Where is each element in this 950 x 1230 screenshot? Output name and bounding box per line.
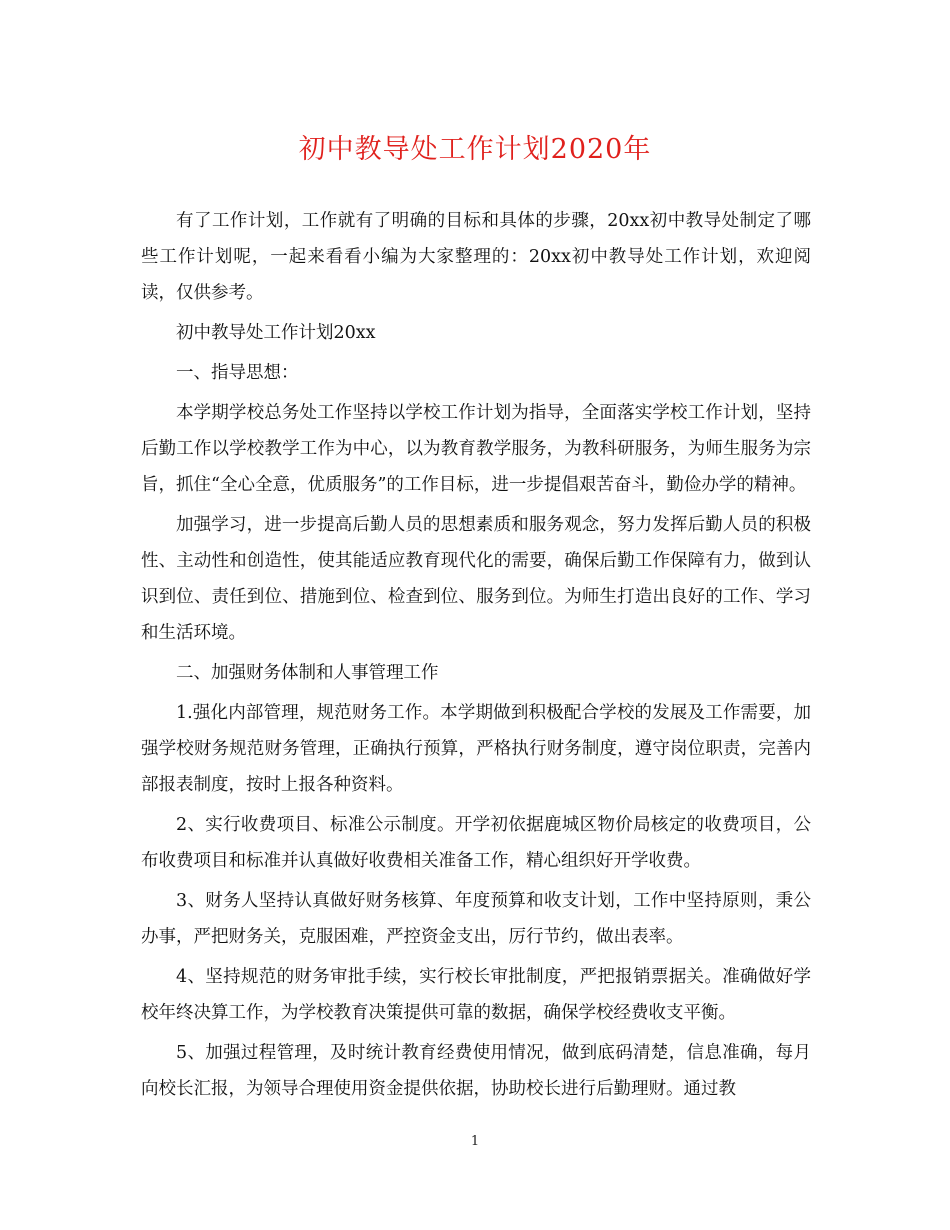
paragraph-item-5: 5、加强过程管理，及时统计教育经费使用情况，做到底码清楚，信息准确，每月向校长汇报，为领导合理使用资金提供依据，协助校长进行后勤理财。通过教: [141, 1043, 811, 1099]
paragraph-subtitle: 初中教导处工作计划20xx: [176, 323, 376, 343]
paragraph-guiding-ideas: 本学期学校总务处工作坚持以学校工作计划为指导，全面落实学校工作计划，坚持后勤工作以学校教学工作为中心，以为教育教学服务，为教科研服务，为师生服务为宗旨，抓住“全心全意，优质服务”的工作目标，进一步提倡艰苦奋斗，勤俭办学的精神。: [141, 403, 811, 495]
paragraph-item-3: 3、财务人坚持认真做好财务核算、年度预算和收支计划，工作中坚持原则，秉公办事，严把财务关，克服困难，严控资金支出，厉行节约，做出表率。: [141, 891, 811, 947]
paragraph-strengthen-learning: 加强学习，进一步提高后勤人员的思想素质和服务观念，努力发挥后勤人员的积极性、主动性和创造性，使其能适应教育现代化的需要，确保后勤工作保障有力，做到认识到位、责任到位、措施到位、检查到位、服务到位。为师生打造出良好的工作、学习和生活环境。: [141, 515, 811, 643]
paragraph-item-2: 2、实行收费项目、标准公示制度。开学初依据鹿城区物价局核定的收费项目，公布收费项目和标准并认真做好收费相关准备工作，精心组织好开学收费。: [141, 815, 811, 871]
section-heading-finance-personnel: 二、加强财务体制和人事管理工作: [176, 663, 439, 683]
page-number: 1: [470, 1134, 480, 1149]
paragraph-item-4: 4、坚持规范的财务审批手续，实行校长审批制度，严把报销票据关。准确做好学校年终决算工作，为学校教育决策提供可靠的数据，确保学校经费收支平衡。: [141, 967, 811, 1023]
document-title: 初中教导处工作计划2020年: [298, 134, 652, 165]
paragraph-item-1: 1.强化内部管理，规范财务工作。本学期做到积极配合学校的发展及工作需要，加强学校财务规范财务管理，正确执行预算，严格执行财务制度，遵守岗位职责，完善内部报表制度，按时上报各种资料。: [141, 703, 811, 795]
section-heading-guiding-ideas: 一、指导思想：: [176, 363, 299, 383]
document-body: [141, 203, 811, 1111]
paragraph-intro: 有了工作计划，工作就有了明确的目标和具体的步骤，20xx初中教导处制定了哪些工作计划呢，一起来看看小编为大家整理的：20xx初中教导处工作计划，欢迎阅读，仅供参考。: [141, 211, 811, 303]
